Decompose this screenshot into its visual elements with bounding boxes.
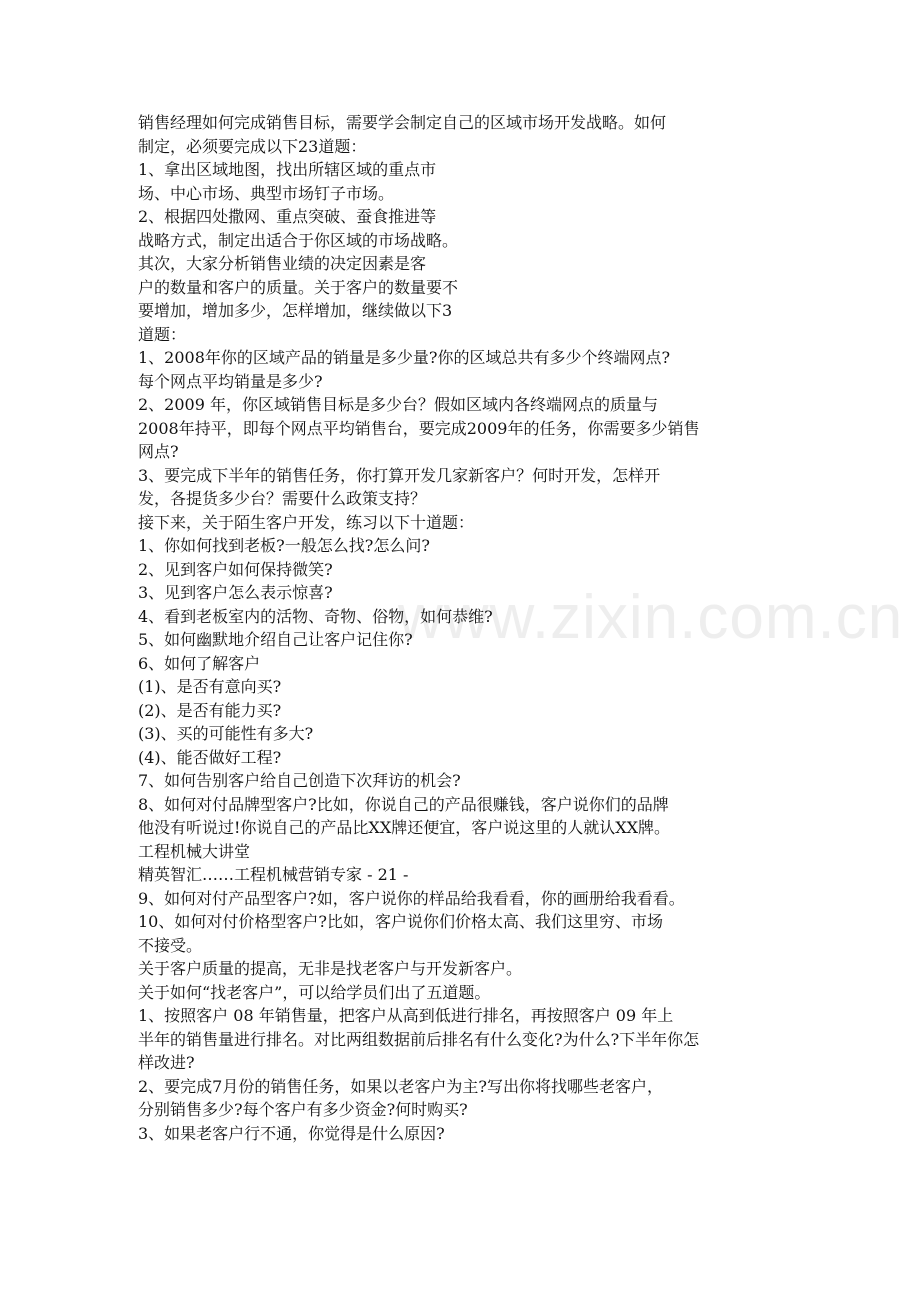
text-line: 网点? bbox=[138, 442, 179, 461]
text-line: 1、2008年你的区域产品的销量是多少量?你的区域总共有多少个终端网点? bbox=[138, 348, 671, 367]
text-line: 2、要完成7月份的销售任务，如果以老客户为主?写出你将找哪些老客户， bbox=[138, 1076, 663, 1096]
text-line: 发，各提货多少台？需要什么政策支持？ bbox=[138, 489, 427, 508]
text-line: 要增加，增加多少，怎样增加，继续做以下3 bbox=[138, 301, 453, 320]
watermark: www.zixin.com.cn bbox=[398, 583, 904, 652]
text-line: 样改进? bbox=[138, 1053, 195, 1072]
text-line: 7、如何告别客户给自己创造下次拜访的机会? bbox=[138, 771, 461, 790]
text-line: 户的数量和客户的质量。关于客户的数量要不 bbox=[138, 277, 459, 297]
text-line: 3、要完成下半年的销售任务，你打算开发几家新客户？何时开发，怎样开 bbox=[138, 465, 661, 485]
text-line: 3、见到客户怎么表示惊喜? bbox=[138, 583, 333, 602]
text-line: 场、中心市场、典型市场钉子市场。 bbox=[138, 183, 395, 203]
text-line: 他没有听说过!你说自己的产品比XX牌还便宜，客户说这里的人就认XX牌。 bbox=[138, 818, 670, 837]
text-line: 9、如何对付产品型客户?如，客户说你的样品给我看看，你的画册给我看看。 bbox=[138, 888, 685, 908]
text-line: 半年的销售量进行排名。对比两组数据前后排名有什么变化?为什么?下半年你怎 bbox=[138, 1029, 700, 1049]
text-line: 其次，大家分析销售业绩的决定因素是客 bbox=[138, 254, 427, 273]
text-line: 精英智汇……工程机械营销专家 - 21 - bbox=[138, 865, 409, 884]
text-line: 2、2009 年，你区域销售目标是多少台？假如区域内各终端网点的质量与 bbox=[138, 395, 658, 414]
text-line: (4)、能否做好工程? bbox=[138, 747, 282, 767]
text-line: 2、根据四处撒网、重点突破、蚕食推进等 bbox=[138, 207, 437, 226]
text-line: (1)、是否有意向买? bbox=[138, 677, 282, 696]
text-line: 2008年持平，即每个网点平均销售台，要完成2009年的任务，你需要多少销售 bbox=[138, 418, 700, 438]
text-line: 2、见到客户如何保持微笑? bbox=[138, 559, 333, 579]
text-line: 3、如果老客户行不通，你觉得是什么原因? bbox=[138, 1123, 445, 1143]
text-line: 制定，必须要完成以下23道题： bbox=[138, 136, 367, 156]
text-line: 道题： bbox=[138, 324, 187, 344]
text-line: 不接受。 bbox=[138, 935, 203, 955]
text-line: 接下来，关于陌生客户开发，练习以下十道题： bbox=[138, 512, 475, 532]
text-line: 战略方式，制定出适合于你区域的市场战略。 bbox=[138, 230, 459, 250]
text-line: 1、按照客户 08 年销售量，把客户从高到低进行排名，再按照客户 09 年上 bbox=[138, 1006, 674, 1025]
text-line: 每个网点平均销量是多少? bbox=[138, 371, 323, 391]
text-line: 8、如何对付品牌型客户?比如，你说自己的产品很赚钱，客户说你们的品牌 bbox=[138, 794, 669, 814]
text-line: 1、拿出区域地图，找出所辖区域的重点市 bbox=[138, 160, 437, 179]
text-line: 关于如何“找老客户”，可以给学员们出了五道题。 bbox=[138, 982, 491, 1002]
text-line: 5、如何幽默地介绍自己让客户记住你? bbox=[138, 630, 413, 649]
document-body bbox=[138, 111, 798, 1145]
text-line: 1、你如何找到老板?一般怎么找?怎么问? bbox=[138, 536, 430, 555]
text-line: 4、看到老板室内的活物、奇物、俗物，如何恭维? bbox=[138, 606, 493, 626]
text-line: 关于客户质量的提高，无非是找老客户与开发新客户。 bbox=[138, 959, 523, 978]
text-line: 分别销售多少?每个客户有多少资金?何时购买? bbox=[138, 1100, 468, 1119]
text-line: (3)、买的可能性有多大? bbox=[138, 724, 314, 743]
text-line: 工程机械大讲堂 bbox=[138, 841, 251, 861]
text-line: 销售经理如何完成销售目标，需要学会制定自己的区域市场开发战略。如何 bbox=[138, 113, 667, 132]
text-line: 6、如何了解客户 bbox=[138, 653, 261, 673]
text-line: 10、如何对付价格型客户?比如，客户说你们价格太高、我们这里穷、市场 bbox=[138, 912, 663, 931]
text-line: (2)、是否有能力买? bbox=[138, 700, 282, 720]
